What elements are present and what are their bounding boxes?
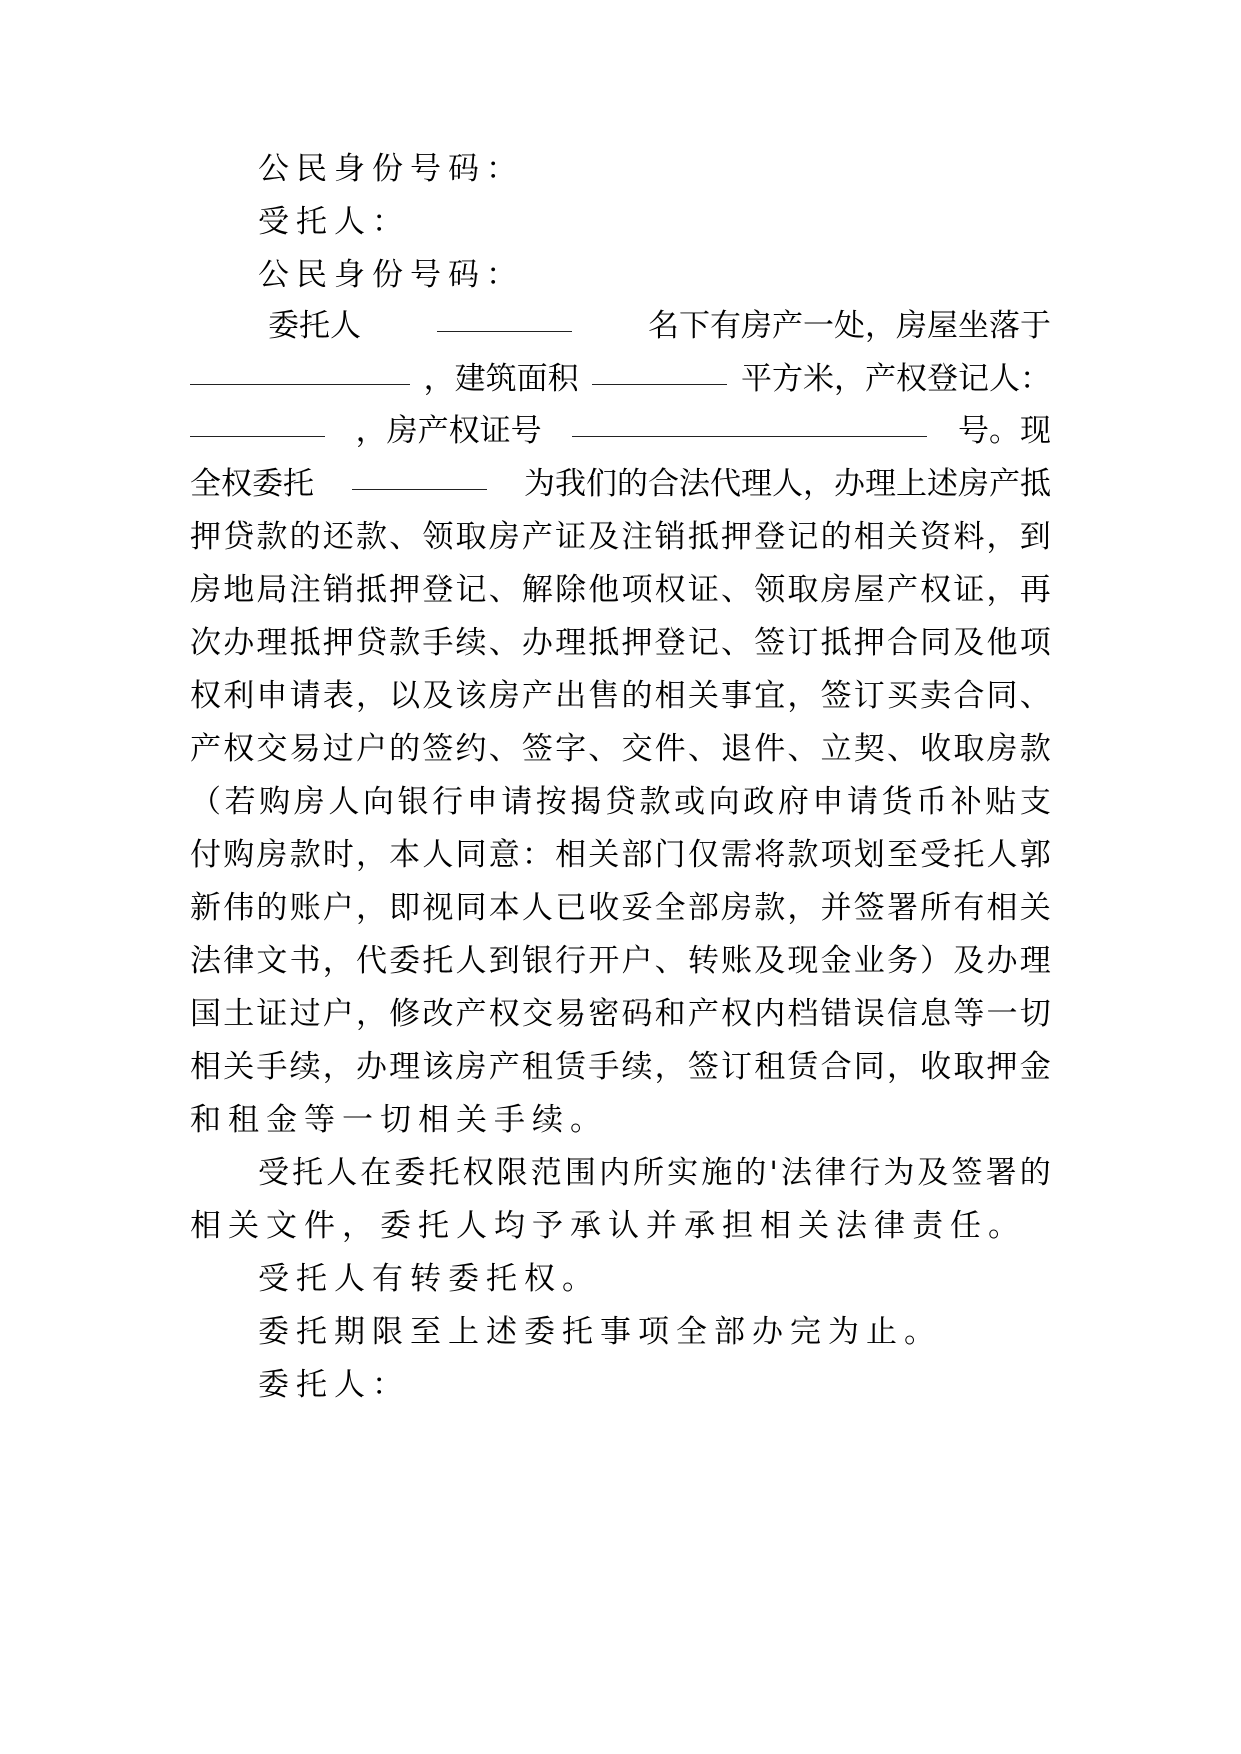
paragraph-1-line-9: 产 权 交 易 过 户 的 签 约 、 签 字 、 交 件 、 退 件 、 立 契 、 收 取 房 款: [190, 731, 1051, 767]
paragraph-1-line-7: 次 办 理 抵 押 贷 款 手 续 、 办 理 抵 押 登 记 、 签 订 抵 押 合 同 及 他 项: [190, 625, 1051, 661]
id-number-label-1: 公民身份号码：: [258, 151, 524, 187]
blank-registrant: [190, 402, 325, 437]
paragraph-1-line-6: 房 地 局 注 销 抵 押 登 记 、 解 除 他 项 权 证 、 领 取 房 屋 产 权 证 ， 再: [190, 572, 1051, 608]
paragraph-2-line-2: 相关文件，委托人均予承认并承担相关法律责任。: [190, 1208, 1026, 1244]
paragraph-1-line-14: 国 土 证 过 户 ， 修 改 产 权 交 易 密 码 和 产 权 内 档 错 误 信 息 等 一 切: [190, 996, 1051, 1032]
paragraph-3: 受托人有转委托权。: [258, 1261, 600, 1297]
paragraph-1-line-2: ，建筑面积 平方米，产权登记人：: [190, 350, 1051, 408]
blank-area: [592, 350, 727, 385]
paragraph-1-line-12: 新 伟 的 账 户 ， 即 视 同 本 人 已 收 妥 全 部 房 款 ， 并 签 署 所 有 相 关: [190, 890, 1051, 926]
paragraph-1-line-16: 和租金等一切相关手续。: [190, 1102, 608, 1138]
paragraph-1-line-8: 权 利 申 请 表 ， 以 及 该 房 产 出 售 的 相 关 事 宜 ， 签 订 买 卖 合 同 、: [190, 678, 1051, 714]
paragraph-1-line-4: 全权委托 为我们的合法代理人，办理上述房产抵: [190, 455, 1051, 513]
blank-owner-name: [437, 297, 572, 332]
blank-agent-name: [352, 455, 487, 490]
principal-label: 委托人：: [258, 1367, 410, 1403]
paragraph-1-line-10: （ 若 购 房 人 向 银 行 申 请 按 揭 贷 款 或 向 政 府 申 请 货 币 补 贴 支: [190, 784, 1051, 820]
paragraph-1-line-5: 押 贷 款 的 还 款 、 领 取 房 产 证 及 注 销 抵 押 登 记 的 相 关 资 料 ， 到: [190, 519, 1051, 555]
paragraph-1-line-3: ，房产权证号 号。现: [190, 402, 1051, 460]
blank-certificate-number: [572, 402, 927, 437]
paragraph-1-line-13: 法 律 文 书 ， 代 委 托 人 到 银 行 开 户 、 转 账 及 现 金 业 务 ） 及 办 理: [190, 943, 1051, 979]
paragraph-1-line-15: 相 关 手 续 ， 办 理 该 房 产 租 赁 手 续 ， 签 订 租 赁 合 同 ， 收 取 押 金: [190, 1049, 1051, 1085]
paragraph-1-line-1: 委托人 名下有房产一处，房屋坐落于: [268, 297, 1051, 355]
agent-label: 受托人：: [258, 204, 410, 240]
paragraph-2-line-1: 受 托 人 在 委 托 权 限 范 围 内 所 实 施 的 ' 法 律 行 为 及 签 署 的: [258, 1155, 1051, 1191]
paragraph-4: 委托期限至上述委托事项全部办完为止。: [258, 1314, 942, 1350]
paragraph-1-line-11: 付 购 房 款 时 ， 本 人 同 意 ： 相 关 部 门 仅 需 将 款 项 划 至 受 托 人 郭: [190, 837, 1051, 873]
id-number-label-2: 公民身份号码：: [258, 257, 524, 293]
blank-address: [190, 350, 410, 385]
